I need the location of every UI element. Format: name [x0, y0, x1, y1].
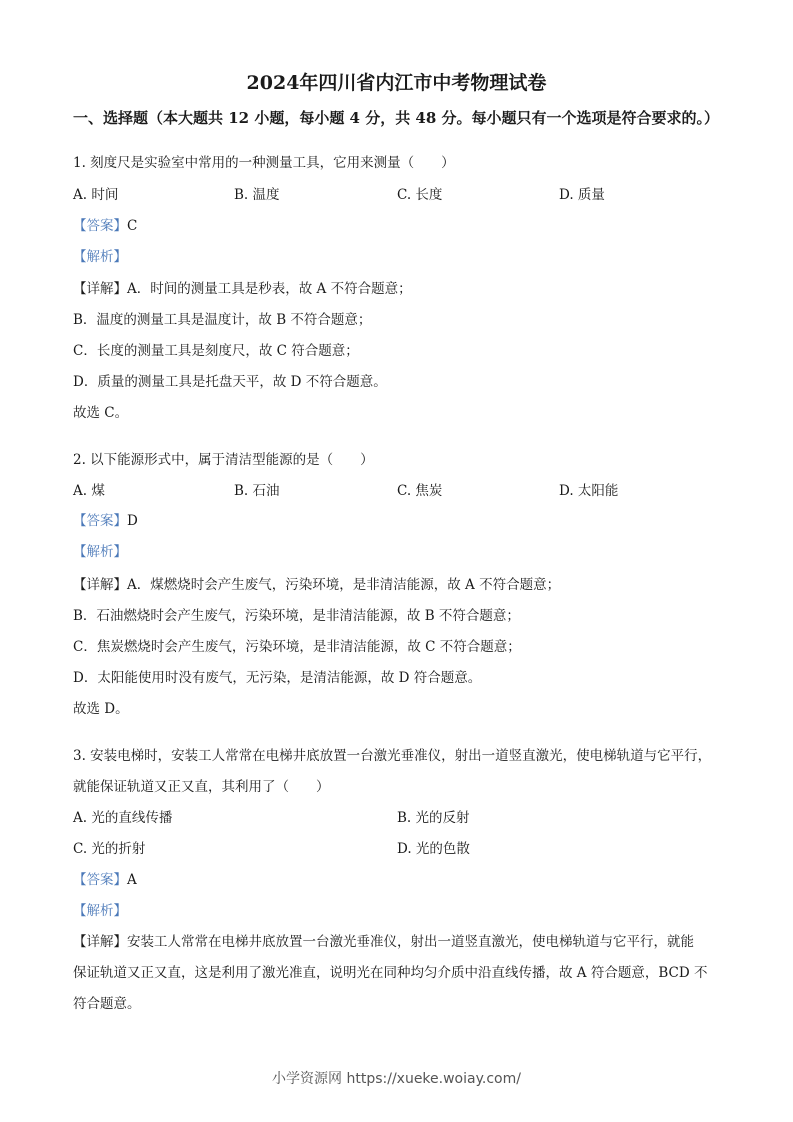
question-2-answer	[73, 512, 138, 530]
option-a: A. 光的直线传播	[73, 810, 173, 826]
detail-line: C．长度的测量工具是刻度尺，故 C 符合题意；	[73, 343, 359, 359]
detail-line: 保证轨道又正又直，这是利用了激光准直，说明光在同种均匀介质中沿直线传播，故 A 符合题意，BCD 不	[73, 965, 708, 981]
analysis-label: 【解析】	[73, 903, 127, 919]
answer-label: 【答案】	[73, 872, 127, 888]
question-3-detail	[73, 933, 694, 951]
detail-line: B．石油燃烧时会产生废气，污染环境，是非清洁能源，故 B 不符合题意；	[73, 608, 520, 624]
question-3-answer	[73, 871, 137, 889]
question-3-stem: 3. 安装电梯时，安装工人常常在电梯井底放置一台激光垂准仪，射出一道竖直激光，使电梯轨道与它平行，	[73, 748, 712, 764]
document-title: 2024年四川省内江市中考物理试卷	[246, 72, 547, 94]
analysis-label: 【解析】	[73, 544, 127, 560]
detail-line: B．温度的测量工具是温度计，故 B 不符合题意；	[73, 312, 372, 328]
option-c: C. 焦炭	[397, 483, 443, 499]
option-d: D. 太阳能	[559, 483, 619, 499]
answer-value: A	[127, 872, 137, 888]
detail-line: C．焦炭燃烧时会产生废气，污染环境，是非清洁能源，故 C 不符合题意；	[73, 639, 521, 655]
detail-line: A．时间的测量工具是秒表，故 A 不符合题意；	[127, 281, 412, 297]
answer-value: D	[127, 513, 138, 529]
question-1-detail	[73, 280, 412, 298]
option-c: C. 长度	[397, 187, 443, 203]
detail-label: 【详解】	[73, 934, 127, 950]
detail-label: 【详解】	[73, 577, 127, 593]
footer-watermark: 小学资源网 https://xueke.woiay.com/	[272, 1071, 521, 1087]
option-d: D. 光的色散	[397, 841, 470, 857]
option-d: D. 质量	[559, 187, 605, 203]
question-3-stem-cont: 就能保证轨道又正又直，其利用了（ ）	[73, 779, 330, 795]
question-2-detail	[73, 576, 560, 594]
analysis-label: 【解析】	[73, 249, 127, 265]
option-c: C. 光的折射	[73, 841, 146, 857]
detail-conclusion: 故选 D。	[73, 701, 129, 717]
question-2-stem: 2. 以下能源形式中，属于清洁型能源的是（ ）	[73, 452, 374, 468]
option-a: A. 时间	[73, 187, 119, 203]
section-heading: 一、选择题（本大题共 12 小题，每小题 4 分，共 48 分。每小题只有一个选项是符合要求的。）	[73, 109, 720, 127]
detail-line: A．煤燃烧时会产生废气，污染环境，是非清洁能源，故 A 不符合题意；	[127, 577, 561, 593]
option-a: A. 煤	[73, 483, 105, 499]
detail-line: D．质量的测量工具是托盘天平，故 D 不符合题意。	[73, 374, 387, 390]
detail-line: D．太阳能使用时没有废气，无污染，是清洁能源，故 D 符合题意。	[73, 670, 482, 686]
detail-line: 符合题意。	[73, 996, 141, 1012]
option-b: B. 石油	[234, 483, 280, 499]
answer-label: 【答案】	[73, 218, 127, 234]
question-1-answer	[73, 217, 137, 235]
answer-label: 【答案】	[73, 513, 127, 529]
question-1-stem: 1. 刻度尺是实验室中常用的一种测量工具，它用来测量（ ）	[73, 155, 455, 171]
detail-line: 安装工人常常在电梯井底放置一台激光垂准仪，射出一道竖直激光，使电梯轨道与它平行，就能	[127, 934, 694, 950]
option-b: B. 温度	[234, 187, 280, 203]
answer-value: C	[127, 218, 138, 234]
detail-label: 【详解】	[73, 281, 127, 297]
option-b: B. 光的反射	[397, 810, 470, 826]
detail-conclusion: 故选 C。	[73, 405, 129, 421]
